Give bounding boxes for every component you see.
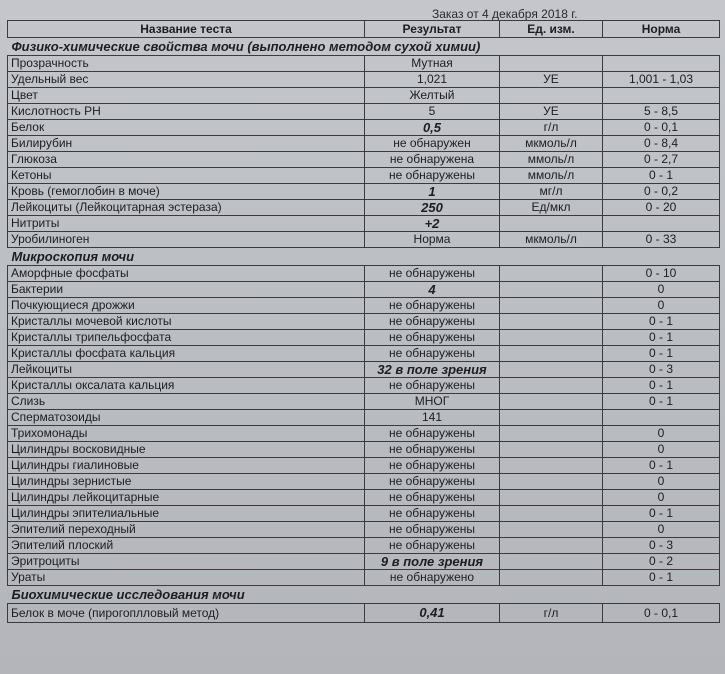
norm-cell: 0	[603, 282, 720, 298]
result-cell: 141	[365, 410, 500, 426]
norm-cell: 0	[603, 522, 720, 538]
result-cell: не обнаружены	[365, 506, 500, 522]
col-header-result: Результат	[365, 21, 500, 38]
unit-cell: мкмоль/л	[500, 232, 603, 248]
test-name-cell: Цилиндры зернистые	[8, 474, 365, 490]
table-row	[8, 394, 720, 410]
unit-cell	[500, 522, 603, 538]
test-name-cell: Слизь	[8, 394, 365, 410]
unit-cell: УЕ	[500, 104, 603, 120]
section-title: Физико-химические свойства мочи (выполнено методом сухой химии)	[8, 38, 720, 56]
norm-cell: 0	[603, 490, 720, 506]
unit-cell	[500, 298, 603, 314]
table-row	[8, 604, 720, 623]
norm-cell	[603, 410, 720, 426]
unit-cell	[500, 378, 603, 394]
unit-cell	[500, 426, 603, 442]
result-cell: 5	[365, 104, 500, 120]
test-name-cell: Цилиндры гиалиновые	[8, 458, 365, 474]
test-name-cell: Нитриты	[8, 216, 365, 232]
result-cell: не обнаружены	[365, 522, 500, 538]
section-header	[8, 248, 720, 266]
table-row	[8, 168, 720, 184]
norm-cell: 0 - 0,1	[603, 604, 720, 623]
table-row	[8, 72, 720, 88]
result-cell: 0,41	[365, 604, 500, 623]
test-name-cell: Глюкоза	[8, 152, 365, 168]
test-name-cell: Кровь (гемоглобин в моче)	[8, 184, 365, 200]
unit-cell	[500, 554, 603, 570]
unit-cell	[500, 216, 603, 232]
unit-cell	[500, 538, 603, 554]
table-row	[8, 120, 720, 136]
table-row	[8, 538, 720, 554]
norm-cell: 0 - 1	[603, 346, 720, 362]
result-cell: Норма	[365, 232, 500, 248]
table-row	[8, 56, 720, 72]
unit-cell: ммоль/л	[500, 152, 603, 168]
norm-cell: 0 - 10	[603, 266, 720, 282]
unit-cell	[500, 442, 603, 458]
norm-cell: 0 - 0,1	[603, 120, 720, 136]
test-name-cell: Лейкоциты	[8, 362, 365, 378]
test-name-cell: Кристаллы оксалата кальция	[8, 378, 365, 394]
test-name-cell: Кристаллы трипельфосфата	[8, 330, 365, 346]
unit-cell	[500, 394, 603, 410]
norm-cell: 0	[603, 474, 720, 490]
result-cell: 4	[365, 282, 500, 298]
table-header-row	[8, 21, 720, 38]
unit-cell	[500, 88, 603, 104]
unit-cell	[500, 458, 603, 474]
norm-cell: 0	[603, 442, 720, 458]
result-cell: не обнаружены	[365, 490, 500, 506]
test-name-cell: Эпителий переходный	[8, 522, 365, 538]
test-name-cell: Бактерии	[8, 282, 365, 298]
unit-cell: мкмоль/л	[500, 136, 603, 152]
norm-cell: 0 - 33	[603, 232, 720, 248]
result-cell: 32 в поле зрения	[365, 362, 500, 378]
unit-cell	[500, 266, 603, 282]
result-cell: 9 в поле зрения	[365, 554, 500, 570]
table-row	[8, 570, 720, 586]
table-row	[8, 266, 720, 282]
table-row	[8, 474, 720, 490]
result-cell: не обнаружены	[365, 426, 500, 442]
test-name-cell: Удельный вес	[8, 72, 365, 88]
result-cell: +2	[365, 216, 500, 232]
test-name-cell: Кислотность РН	[8, 104, 365, 120]
unit-cell	[500, 56, 603, 72]
norm-cell: 0 - 1	[603, 394, 720, 410]
unit-cell	[500, 410, 603, 426]
unit-cell	[500, 346, 603, 362]
norm-cell: 0 - 1	[603, 506, 720, 522]
norm-cell: 0	[603, 426, 720, 442]
test-name-cell: Прозрачность	[8, 56, 365, 72]
unit-cell	[500, 490, 603, 506]
result-cell: не обнаружены	[365, 314, 500, 330]
table-row	[8, 490, 720, 506]
table-row	[8, 104, 720, 120]
col-header-name: Название теста	[8, 21, 365, 38]
test-name-cell: Почкующиеся дрожжи	[8, 298, 365, 314]
norm-cell: 0 - 1	[603, 168, 720, 184]
table-row	[8, 410, 720, 426]
unit-cell	[500, 282, 603, 298]
unit-cell	[500, 330, 603, 346]
order-date: Заказ от 4 декабря 2018 г.	[432, 7, 578, 21]
result-cell: не обнаружены	[365, 346, 500, 362]
section-title: Микроскопия мочи	[8, 248, 720, 266]
result-cell: не обнаружены	[365, 474, 500, 490]
result-cell: не обнаружены	[365, 458, 500, 474]
table-row	[8, 522, 720, 538]
result-cell: 250	[365, 200, 500, 216]
test-name-cell: Цилиндры эпителиальные	[8, 506, 365, 522]
result-cell: 0,5	[365, 120, 500, 136]
table-row	[8, 442, 720, 458]
test-name-cell: Цвет	[8, 88, 365, 104]
result-cell: Желтый	[365, 88, 500, 104]
norm-cell: 0 - 3	[603, 362, 720, 378]
table-row	[8, 378, 720, 394]
test-name-cell: Лейкоциты (Лейкоцитарная эстераза)	[8, 200, 365, 216]
norm-cell: 0 - 2,7	[603, 152, 720, 168]
table-row	[8, 314, 720, 330]
table-row	[8, 330, 720, 346]
test-name-cell: Цилиндры восковидные	[8, 442, 365, 458]
norm-cell: 0 - 1	[603, 458, 720, 474]
table-row	[8, 298, 720, 314]
table-row	[8, 282, 720, 298]
test-name-cell: Кристаллы фосфата кальция	[8, 346, 365, 362]
unit-cell: г/л	[500, 120, 603, 136]
test-name-cell: Кристаллы мочевой кислоты	[8, 314, 365, 330]
result-cell: не обнаружены	[365, 168, 500, 184]
unit-cell: Ед/мкл	[500, 200, 603, 216]
col-header-norm: Норма	[603, 21, 720, 38]
table-row	[8, 426, 720, 442]
result-cell: не обнаружено	[365, 570, 500, 586]
norm-cell: 0 - 8,4	[603, 136, 720, 152]
table-row	[8, 362, 720, 378]
col-header-unit: Ед. изм.	[500, 21, 603, 38]
results-table	[7, 20, 720, 623]
unit-cell: ммоль/л	[500, 168, 603, 184]
unit-cell: УЕ	[500, 72, 603, 88]
unit-cell	[500, 506, 603, 522]
section-title: Биохимические исследования мочи	[8, 586, 720, 604]
test-name-cell: Трихомонады	[8, 426, 365, 442]
result-cell: не обнаружены	[365, 266, 500, 282]
norm-cell: 0 - 3	[603, 538, 720, 554]
norm-cell: 0 - 1	[603, 314, 720, 330]
table-row	[8, 216, 720, 232]
unit-cell: мг/л	[500, 184, 603, 200]
test-name-cell: Уробилиноген	[8, 232, 365, 248]
table-row	[8, 136, 720, 152]
table-row	[8, 184, 720, 200]
result-cell: не обнаружены	[365, 330, 500, 346]
unit-cell: г/л	[500, 604, 603, 623]
test-name-cell: Эритроциты	[8, 554, 365, 570]
result-cell: 1,021	[365, 72, 500, 88]
norm-cell: 1,001 - 1,03	[603, 72, 720, 88]
norm-cell: 0	[603, 298, 720, 314]
table-row	[8, 554, 720, 570]
norm-cell	[603, 216, 720, 232]
norm-cell: 0 - 2	[603, 554, 720, 570]
norm-cell: 0 - 1	[603, 570, 720, 586]
norm-cell	[603, 88, 720, 104]
result-cell: Мутная	[365, 56, 500, 72]
test-name-cell: Сперматозоиды	[8, 410, 365, 426]
section-header	[8, 586, 720, 604]
test-name-cell: Эпителий плоский	[8, 538, 365, 554]
unit-cell	[500, 570, 603, 586]
norm-cell: 0 - 0,2	[603, 184, 720, 200]
test-name-cell: Кетоны	[8, 168, 365, 184]
table-row	[8, 88, 720, 104]
table-row	[8, 346, 720, 362]
section-header	[8, 38, 720, 56]
table-row	[8, 152, 720, 168]
test-name-cell: Белок	[8, 120, 365, 136]
unit-cell	[500, 474, 603, 490]
table-row	[8, 232, 720, 248]
table-row	[8, 458, 720, 474]
test-name-cell: Белок в моче (пирогоплловый метод)	[8, 604, 365, 623]
test-name-cell: Билирубин	[8, 136, 365, 152]
norm-cell: 0 - 1	[603, 330, 720, 346]
result-cell: не обнаружена	[365, 152, 500, 168]
unit-cell	[500, 314, 603, 330]
norm-cell: 0 - 20	[603, 200, 720, 216]
result-cell: не обнаружены	[365, 442, 500, 458]
norm-cell	[603, 56, 720, 72]
result-cell: не обнаружены	[365, 538, 500, 554]
result-cell: не обнаружен	[365, 136, 500, 152]
test-name-cell: Аморфные фосфаты	[8, 266, 365, 282]
test-name-cell: Ураты	[8, 570, 365, 586]
result-cell: 1	[365, 184, 500, 200]
unit-cell	[500, 362, 603, 378]
test-name-cell: Цилиндры лейкоцитарные	[8, 490, 365, 506]
norm-cell: 5 - 8,5	[603, 104, 720, 120]
table-row	[8, 200, 720, 216]
table-row	[8, 506, 720, 522]
result-cell: не обнаружены	[365, 298, 500, 314]
result-cell: МНОГ	[365, 394, 500, 410]
norm-cell: 0 - 1	[603, 378, 720, 394]
result-cell: не обнаружены	[365, 378, 500, 394]
